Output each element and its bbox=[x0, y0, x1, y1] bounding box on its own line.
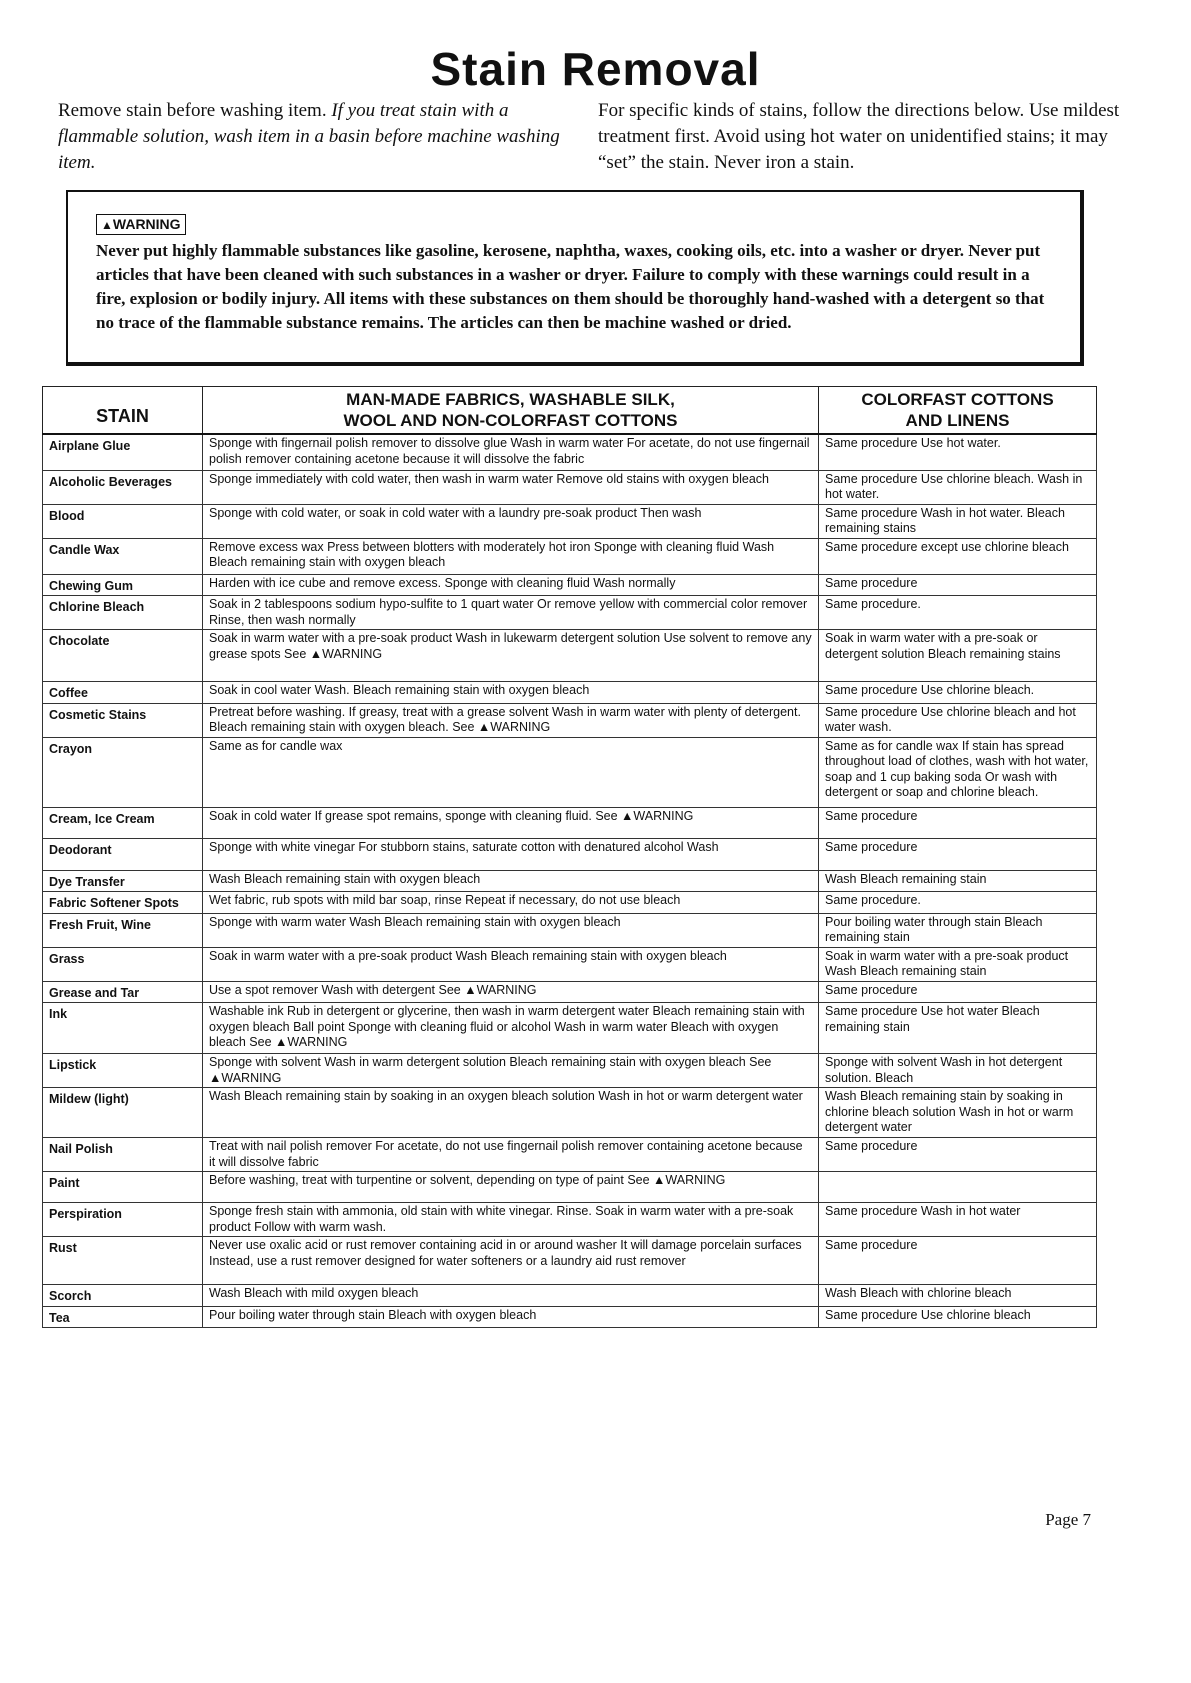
warning-triangle-icon: ▲ bbox=[101, 218, 113, 232]
stain-cell: Cream, Ice Cream bbox=[43, 807, 203, 838]
stain-cell: Deodorant bbox=[43, 838, 203, 870]
stain-table-wrapper bbox=[42, 386, 1096, 1328]
page-title: Stain Removal bbox=[430, 43, 761, 95]
table-header-row bbox=[43, 387, 1097, 435]
table-row bbox=[43, 981, 1097, 1003]
manmade-cell: Before washing, treat with turpentine or solvent, depending on type of paint See ▲WARNING bbox=[203, 1172, 819, 1203]
table-row bbox=[43, 682, 1097, 704]
manmade-cell: Harden with ice cube and remove excess. Sponge with cleaning fluid Wash normally bbox=[203, 574, 819, 596]
manmade-cell: Sponge with solvent Wash in warm detergent solution Bleach remaining stain with oxygen bleach See ▲WARNING bbox=[203, 1054, 819, 1088]
table-row bbox=[43, 947, 1097, 981]
colorfast-cell: Same procedure bbox=[819, 981, 1097, 1003]
stain-cell: Chlorine Bleach bbox=[43, 596, 203, 630]
colorfast-cell: Same procedure Use chlorine bleach and hot water wash. bbox=[819, 703, 1097, 737]
manmade-cell: Soak in warm water with a pre-soak product Wash Bleach remaining stain with oxygen bleach bbox=[203, 947, 819, 981]
stain-cell: Nail Polish bbox=[43, 1138, 203, 1172]
table-row bbox=[43, 913, 1097, 947]
colorfast-cell: Same procedure. bbox=[819, 892, 1097, 914]
table-row bbox=[43, 892, 1097, 914]
manmade-cell: Sponge immediately with cold water, then wash in warm water Remove old stains with oxygen bleach bbox=[203, 470, 819, 504]
intro-left bbox=[58, 98, 578, 176]
header-colorfast-line1: COLORFAST COTTONS bbox=[861, 390, 1054, 409]
colorfast-cell: Same procedure Use hot water. bbox=[819, 434, 1097, 470]
table-row bbox=[43, 504, 1097, 538]
warning-text: Never put highly flammable substances like gasoline, kerosene, naphtha, waxes, cooking oils, etc. into a washer or dryer. Never put articles that have been cleaned with such substances in a washer or dryer. Failure to comply with these warnings could result in a fire, explosion or bodily injury. All items with these substances on them should be thoroughly hand-washed with a detergent so that no trace of the flammable substance remains. The articles can then be machine washed or dried. bbox=[96, 241, 1045, 332]
table-row bbox=[43, 838, 1097, 870]
colorfast-cell: Sponge with solvent Wash in hot detergent solution. Bleach bbox=[819, 1054, 1097, 1088]
header-colorfast bbox=[819, 387, 1097, 435]
table-row bbox=[43, 1088, 1097, 1138]
table-row bbox=[43, 807, 1097, 838]
manmade-cell: Wet fabric, rub spots with mild bar soap, rinse Repeat if necessary, do not use bleach bbox=[203, 892, 819, 914]
table-row bbox=[43, 1172, 1097, 1203]
colorfast-cell: Pour boiling water through stain Bleach remaining stain bbox=[819, 913, 1097, 947]
manmade-cell: Sponge fresh stain with ammonia, old stain with white vinegar. Rinse. Soak in warm water with a pre-soak product Follow with warm wash. bbox=[203, 1203, 819, 1237]
manmade-cell: Pour boiling water through stain Bleach with oxygen bleach bbox=[203, 1306, 819, 1328]
stain-table bbox=[42, 386, 1097, 1328]
stain-cell: Alcoholic Beverages bbox=[43, 470, 203, 504]
colorfast-cell: Soak in warm water with a pre-soak product Wash Bleach remaining stain bbox=[819, 947, 1097, 981]
stain-cell: Fabric Softener Spots bbox=[43, 892, 203, 914]
colorfast-cell: Same procedure Use chlorine bleach bbox=[819, 1306, 1097, 1328]
colorfast-cell: Same as for candle wax If stain has spread throughout load of clothes, wash with hot water, soap and 1 cup baking soda Or wash with detergent or soap and chlorine bleach. bbox=[819, 737, 1097, 807]
colorfast-cell: Same procedure. bbox=[819, 596, 1097, 630]
stain-cell: Tea bbox=[43, 1306, 203, 1328]
table-row bbox=[43, 870, 1097, 892]
colorfast-cell bbox=[819, 1172, 1097, 1203]
stain-cell: Candle Wax bbox=[43, 538, 203, 574]
manmade-cell: Soak in cold water If grease spot remains, sponge with cleaning fluid. See ▲WARNING bbox=[203, 807, 819, 838]
table-row bbox=[43, 596, 1097, 630]
colorfast-cell: Same procedure Wash in hot water. Bleach remaining stains bbox=[819, 504, 1097, 538]
colorfast-cell: Same procedure except use chlorine bleach bbox=[819, 538, 1097, 574]
manmade-cell: Remove excess wax Press between blotters with moderately hot iron Sponge with cleaning fluid Wash Bleach remaining stain with oxygen bleach bbox=[203, 538, 819, 574]
manmade-cell: Pretreat before washing. If greasy, treat with a grease solvent Wash in warm water with plenty of detergent. Bleach remaining stain with oxygen bleach. See ▲WARNING bbox=[203, 703, 819, 737]
manmade-cell: Soak in cool water Wash. Bleach remaining stain with oxygen bleach bbox=[203, 682, 819, 704]
page-number: Page 7 bbox=[1045, 1510, 1091, 1529]
manmade-cell: Wash Bleach remaining stain by soaking in an oxygen bleach solution Wash in hot or warm detergent water bbox=[203, 1088, 819, 1138]
table-row bbox=[43, 574, 1097, 596]
stain-cell: Chocolate bbox=[43, 630, 203, 682]
manmade-cell: Wash Bleach remaining stain with oxygen bleach bbox=[203, 870, 819, 892]
stain-cell: Rust bbox=[43, 1237, 203, 1285]
colorfast-cell: Same procedure Use chlorine bleach. bbox=[819, 682, 1097, 704]
stain-cell: Grass bbox=[43, 947, 203, 981]
colorfast-cell: Same procedure bbox=[819, 1138, 1097, 1172]
header-colorfast-line2: AND LINENS bbox=[905, 411, 1010, 430]
colorfast-cell: Wash Bleach remaining stain bbox=[819, 870, 1097, 892]
table-row bbox=[43, 1237, 1097, 1285]
table-row bbox=[43, 1306, 1097, 1328]
warning-box bbox=[66, 190, 1084, 366]
colorfast-cell: Same procedure bbox=[819, 1237, 1097, 1285]
stain-cell: Crayon bbox=[43, 737, 203, 807]
header-manmade-line2: WOOL AND NON-COLORFAST COTTONS bbox=[343, 411, 678, 430]
stain-cell: Dye Transfer bbox=[43, 870, 203, 892]
colorfast-cell: Same procedure bbox=[819, 574, 1097, 596]
table-row bbox=[43, 434, 1097, 470]
colorfast-cell: Same procedure Use chlorine bleach. Wash in hot water. bbox=[819, 470, 1097, 504]
colorfast-cell: Wash Bleach with chlorine bleach bbox=[819, 1285, 1097, 1307]
stain-cell: Paint bbox=[43, 1172, 203, 1203]
table-row bbox=[43, 538, 1097, 574]
stain-cell: Coffee bbox=[43, 682, 203, 704]
colorfast-cell: Same procedure Wash in hot water bbox=[819, 1203, 1097, 1237]
colorfast-cell: Same procedure Use hot water Bleach remaining stain bbox=[819, 1003, 1097, 1054]
manmade-cell: Sponge with cold water, or soak in cold water with a laundry pre-soak product Then wash bbox=[203, 504, 819, 538]
table-row bbox=[43, 1138, 1097, 1172]
warning-badge bbox=[96, 214, 186, 235]
table-row bbox=[43, 630, 1097, 682]
header-manmade-line1: MAN-MADE FABRICS, WASHABLE SILK, bbox=[346, 390, 675, 409]
colorfast-cell: Wash Bleach remaining stain by soaking in chlorine bleach solution Wash in hot or warm detergent water bbox=[819, 1088, 1097, 1138]
stain-cell: Fresh Fruit, Wine bbox=[43, 913, 203, 947]
intro-left-italic: If you treat stain with a flammable solution, wash item in a basin before machine washing item. bbox=[58, 100, 560, 173]
table-row bbox=[43, 1003, 1097, 1054]
manmade-cell: Soak in warm water with a pre-soak product Wash in lukewarm detergent solution Use solvent to remove any grease spots See ▲WARNING bbox=[203, 630, 819, 682]
manmade-cell: Sponge with warm water Wash Bleach remaining stain with oxygen bleach bbox=[203, 913, 819, 947]
manmade-cell: Sponge with white vinegar For stubborn stains, saturate cotton with denatured alcohol Wash bbox=[203, 838, 819, 870]
warning-badge-label: WARNING bbox=[112, 216, 181, 232]
table-row bbox=[43, 737, 1097, 807]
stain-cell: Airplane Glue bbox=[43, 434, 203, 470]
stain-cell: Grease and Tar bbox=[43, 981, 203, 1003]
manmade-cell: Same as for candle wax bbox=[203, 737, 819, 807]
table-row bbox=[43, 1285, 1097, 1307]
manmade-cell: Sponge with fingernail polish remover to dissolve glue Wash in warm water For acetate, do not use fingernail polish remover containing acetone because it will dissolve the fabric bbox=[203, 434, 819, 470]
colorfast-cell: Same procedure bbox=[819, 807, 1097, 838]
colorfast-cell: Soak in warm water with a pre-soak or detergent solution Bleach remaining stains bbox=[819, 630, 1097, 682]
stain-cell: Cosmetic Stains bbox=[43, 703, 203, 737]
intro-right: For specific kinds of stains, follow the directions below. Use mildest treatment first. Avoid using hot water on unidentified stains; it may “set” the stain. Never iron a stain. bbox=[598, 100, 1120, 173]
manmade-cell: Use a spot remover Wash with detergent See ▲WARNING bbox=[203, 981, 819, 1003]
manmade-cell: Washable ink Rub in detergent or glycerine, then wash in warm detergent water Bleach remaining stain with oxygen bleach Ball point Sponge with cleaning fluid or alcohol Wash in warm water Bleach with oxygen bleach See ▲WARNING bbox=[203, 1003, 819, 1054]
table-row bbox=[43, 1054, 1097, 1088]
stain-cell: Ink bbox=[43, 1003, 203, 1054]
stain-cell: Mildew (light) bbox=[43, 1088, 203, 1138]
stain-cell: Chewing Gum bbox=[43, 574, 203, 596]
manmade-cell: Wash Bleach with mild oxygen bleach bbox=[203, 1285, 819, 1307]
table-row bbox=[43, 470, 1097, 504]
table-row bbox=[43, 1203, 1097, 1237]
stain-cell: Scorch bbox=[43, 1285, 203, 1307]
stain-cell: Perspiration bbox=[43, 1203, 203, 1237]
table-row bbox=[43, 703, 1097, 737]
header-stain: STAIN bbox=[43, 387, 203, 435]
table-body bbox=[43, 434, 1097, 1328]
intro-left-plain: Remove stain before washing item. bbox=[58, 100, 332, 121]
manmade-cell: Soak in 2 tablespoons sodium hypo-sulfite to 1 quart water Or remove yellow with commercial color remover Rinse, then wash normally bbox=[203, 596, 819, 630]
colorfast-cell: Same procedure bbox=[819, 838, 1097, 870]
stain-cell: Lipstick bbox=[43, 1054, 203, 1088]
manmade-cell: Never use oxalic acid or rust remover containing acid in or around washer It will damage porcelain surfaces Instead, use a rust remover designed for water softeners or a laundry aid rust remover bbox=[203, 1237, 819, 1285]
manmade-cell: Treat with nail polish remover For acetate, do not use fingernail polish remover containing acetone because it will dissolve fabric bbox=[203, 1138, 819, 1172]
header-manmade bbox=[203, 387, 819, 435]
stain-cell: Blood bbox=[43, 504, 203, 538]
